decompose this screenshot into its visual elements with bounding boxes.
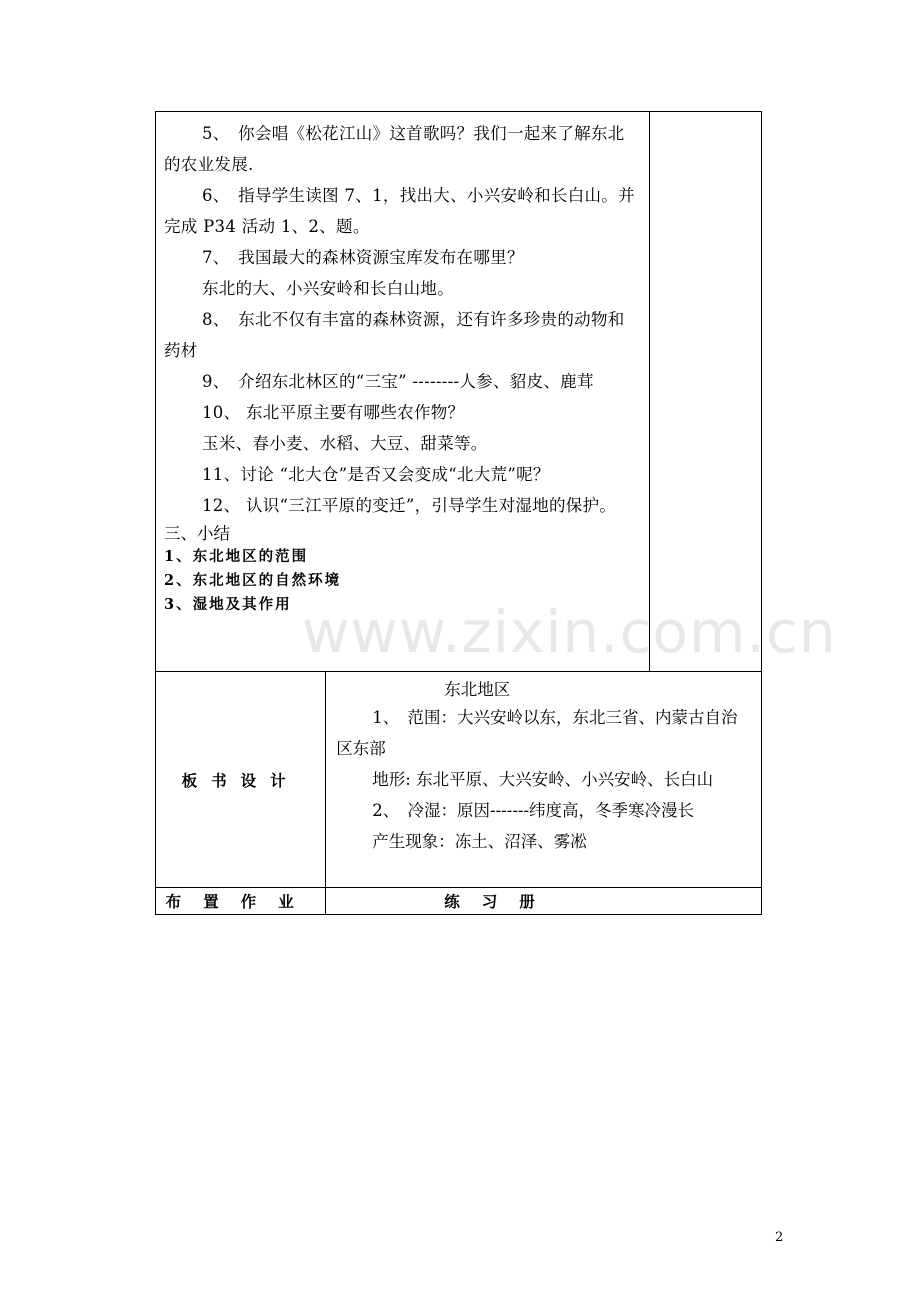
homework-row bbox=[156, 888, 762, 915]
lesson-plan-table bbox=[155, 111, 762, 915]
step-11: 11、讨论 “北大仓”是否又会变成“北大荒”呢？ bbox=[202, 465, 550, 484]
blackboard-line-2: 地形: 东北平原、大兴安岭、小兴安岭、长白山 bbox=[372, 770, 714, 789]
blackboard-line-4: 产生现象：冻土、沼泽、雾凇 bbox=[372, 832, 587, 851]
summary-item-1: 1、东北地区的范围 bbox=[164, 548, 309, 565]
blackboard-row bbox=[156, 672, 762, 888]
step-8: 8、 东北不仅有丰富的森林资源，还有许多珍贵的动物和药材 bbox=[164, 310, 625, 360]
blackboard-title: 东北地区 bbox=[444, 680, 511, 699]
blackboard-content bbox=[326, 672, 762, 888]
step-7: 7、 我国最大的森林资源宝库发布在哪里？ bbox=[202, 248, 524, 267]
homework-label: 布置作业 bbox=[156, 888, 326, 915]
summary-item-2: 2、东北地区的自然环境 bbox=[164, 572, 342, 589]
blackboard-line-1: 1、 范围：大兴安岭以东，东北三省、内蒙古自治区东部 bbox=[336, 708, 738, 758]
summary-heading: 三、小结 bbox=[164, 524, 230, 543]
watermark: www.zixin.com.cn bbox=[302, 598, 837, 666]
step-6: 6、 指导学生读图 7、1，找出大、小兴安岭和长白山。并完成 P34 活动 1、2、题。 bbox=[164, 186, 635, 236]
page-number: 2 bbox=[775, 1230, 784, 1245]
step-5: 5、 你会唱《松花江山》这首歌吗？我们一起来了解东北的农业发展. bbox=[164, 124, 625, 174]
step-12: 12、 认识“三江平原的变迁”，引导学生对湿地的保护。 bbox=[202, 496, 617, 515]
teaching-process-cell bbox=[156, 112, 650, 672]
homework-content: 练习册 bbox=[326, 888, 762, 915]
teaching-process-row bbox=[156, 112, 762, 672]
step-9: 9、 介绍东北林区的“三宝” --------人参、貂皮、鹿茸 bbox=[202, 372, 594, 391]
summary-item-3: 3、湿地及其作用 bbox=[164, 596, 292, 613]
blackboard-line-3: 2、 冷湿：原因-------纬度高，冬季寒冷漫长 bbox=[372, 801, 695, 820]
step-10-answer: 玉米、春小麦、水稻、大豆、甜菜等。 bbox=[202, 434, 488, 453]
step-7-answer: 东北的大、小兴安岭和长白山地。 bbox=[202, 279, 454, 298]
notes-cell bbox=[649, 112, 761, 672]
step-10: 10、 东北平原主要有哪些农作物？ bbox=[202, 403, 465, 422]
blackboard-label: 板书设计 bbox=[156, 672, 326, 888]
